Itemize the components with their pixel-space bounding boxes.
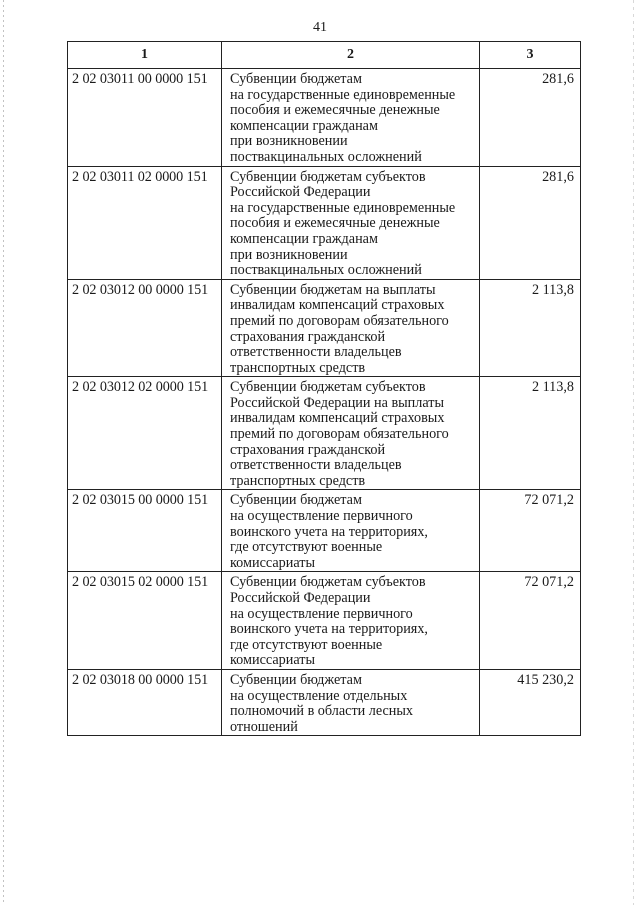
income-name-line: на осуществление отдельных xyxy=(230,687,408,704)
table-row xyxy=(68,166,581,279)
budget-code-cell: 2 02 03011 02 0000 151 xyxy=(68,166,222,279)
income-name-line: транспортных средств xyxy=(230,359,366,376)
income-name-line: воинского учета на территориях, xyxy=(230,523,428,540)
income-name-line: Российской Федерации xyxy=(230,590,371,606)
income-name-line: пособия и ежемесячные денежные xyxy=(230,215,440,232)
table-row xyxy=(68,572,581,670)
income-name-cell xyxy=(222,490,480,572)
income-name-line: Субвенции бюджетам субъектов xyxy=(230,379,426,396)
budget-code-cell: 2 02 03018 00 0000 151 xyxy=(68,669,222,735)
income-name-line: Российской Федерации на выплаты xyxy=(230,394,445,411)
income-name-line: инвалидам компенсаций страховых xyxy=(230,410,445,427)
budget-code-cell: 2 02 03011 00 0000 151 xyxy=(68,69,222,167)
income-name-line: на осуществление первичного xyxy=(230,508,413,525)
income-name-line: пособия и ежемесячные денежные xyxy=(230,102,440,119)
income-name-cell xyxy=(222,279,480,377)
amount-cell: 2 113,8 xyxy=(480,377,581,490)
column-header-amount: 3 xyxy=(480,42,581,69)
income-name-line: транспортных средств xyxy=(230,472,366,489)
income-name-line: поствакцинальных осложнений xyxy=(230,148,422,165)
income-name-line: отношений xyxy=(230,718,298,735)
income-name-line: Субвенции бюджетам xyxy=(230,671,362,688)
table-row xyxy=(68,377,581,490)
income-name-line: полномочий в области лесных xyxy=(230,703,414,720)
income-name-line: премий по договорам обязательного xyxy=(230,312,449,329)
income-name-line: Субвенции бюджетам на выплаты xyxy=(230,281,436,298)
income-name-line: комиссариаты xyxy=(230,554,315,571)
budget-code-cell: 2 02 03012 00 0000 151 xyxy=(68,279,222,377)
income-name-line: при возникновении xyxy=(230,133,348,150)
income-name-line: Российской Федерации xyxy=(230,184,371,201)
income-name-line: инвалидам компенсаций страховых xyxy=(230,297,445,314)
income-name-line: при возникновении xyxy=(230,246,348,263)
amount-cell: 415 230,2 xyxy=(480,669,581,735)
income-name-line: премий по договорам обязательного xyxy=(230,426,449,443)
income-name-line: ответственности владельцев xyxy=(230,457,402,474)
income-name-line: поствакцинальных осложнений xyxy=(230,262,422,279)
table-row xyxy=(68,490,581,572)
income-name-line: на государственные единовременные xyxy=(230,86,456,103)
income-name-cell xyxy=(222,669,480,735)
amount-cell: 72 071,2 xyxy=(480,490,581,572)
income-name-line: Субвенции бюджетам субъектов xyxy=(230,574,426,591)
income-name-line: воинского учета на территориях, xyxy=(230,621,428,638)
table-body xyxy=(68,69,581,736)
income-name-line: где отсутствуют военные xyxy=(230,636,383,653)
table-header-row xyxy=(68,42,581,69)
income-name-cell xyxy=(222,69,480,167)
income-name-line: Субвенции бюджетам xyxy=(230,71,362,87)
amount-cell: 281,6 xyxy=(480,69,581,167)
income-name-line: компенсации гражданам xyxy=(230,230,378,247)
budget-code-cell: 2 02 03015 00 0000 151 xyxy=(68,490,222,572)
income-name-line: где отсутствуют военные xyxy=(230,539,383,556)
income-name-line: комиссариаты xyxy=(230,652,315,669)
income-name-cell xyxy=(222,377,480,490)
income-name-line: Субвенции бюджетам xyxy=(230,492,362,509)
income-name-line: компенсации гражданам xyxy=(230,117,378,134)
budget-code-cell: 2 02 03015 02 0000 151 xyxy=(68,572,222,670)
scan-edge-left xyxy=(3,0,4,905)
amount-cell: 281,6 xyxy=(480,166,581,279)
income-name-line: на осуществление первичного xyxy=(230,605,413,622)
table-row xyxy=(68,279,581,377)
amount-cell: 72 071,2 xyxy=(480,572,581,670)
table-row xyxy=(68,669,581,735)
table-row xyxy=(68,69,581,167)
income-name-line: Субвенции бюджетам субъектов xyxy=(230,168,426,185)
income-name-line: на государственные единовременные xyxy=(230,199,456,216)
income-name-line: ответственности владельцев xyxy=(230,344,402,361)
budget-table xyxy=(67,41,581,736)
column-header-code: 1 xyxy=(68,42,222,69)
income-name-line: страхования гражданской xyxy=(230,441,386,458)
income-name-line: страхования гражданской xyxy=(230,328,386,345)
page-number: 41 xyxy=(313,20,327,35)
column-header-name: 2 xyxy=(222,42,480,69)
budget-code-cell: 2 02 03012 02 0000 151 xyxy=(68,377,222,490)
amount-cell: 2 113,8 xyxy=(480,279,581,377)
income-name-cell xyxy=(222,166,480,279)
income-name-cell xyxy=(222,572,480,670)
scan-edge-right xyxy=(633,0,634,905)
